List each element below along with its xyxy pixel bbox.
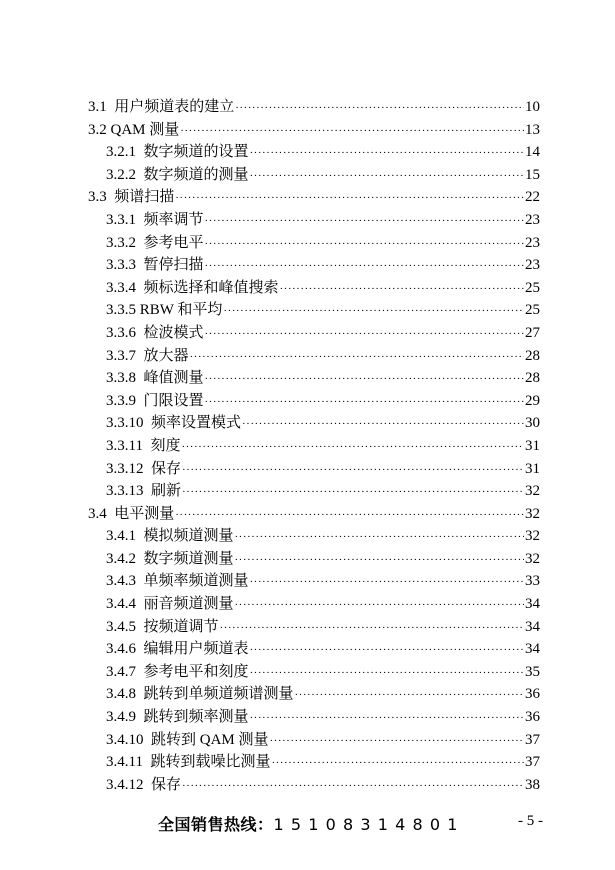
toc-entry-number: 3.3.13 bbox=[106, 483, 144, 500]
toc-entry-page: 13 bbox=[525, 121, 540, 138]
toc-entry-number: 3.4.8 bbox=[106, 686, 136, 703]
toc-entry-number: 3.4.5 bbox=[106, 618, 136, 635]
toc-entry-page: 32 bbox=[525, 528, 540, 545]
toc-leader-dots bbox=[205, 323, 524, 346]
toc-leader-dots bbox=[190, 346, 524, 369]
toc-entry[interactable] bbox=[88, 277, 540, 300]
toc-leader-dots bbox=[270, 730, 524, 753]
toc-entry[interactable] bbox=[88, 322, 540, 345]
toc-leader-dots bbox=[180, 120, 524, 143]
toc-leader-dots bbox=[250, 571, 524, 594]
toc-entry-number: 3.4.11 bbox=[106, 754, 143, 771]
toc-entry-title: 检波模式 bbox=[143, 324, 204, 341]
toc-leader-dots bbox=[220, 617, 524, 640]
toc-entry-page: 23 bbox=[525, 234, 540, 251]
toc-entry-title: 刷新 bbox=[151, 483, 182, 500]
toc-entry[interactable] bbox=[88, 683, 540, 706]
toc-entry-number: 3.4.2 bbox=[106, 550, 136, 567]
toc-entry[interactable] bbox=[88, 390, 540, 413]
toc-entry-page: 23 bbox=[525, 211, 540, 228]
page-number: - 5 - bbox=[518, 813, 543, 829]
toc-entry-number: 3.4.1 bbox=[106, 528, 136, 545]
toc-entry-number: 3.2.2 bbox=[106, 166, 136, 183]
page-footer bbox=[0, 812, 615, 836]
toc-entry-page: 37 bbox=[525, 754, 540, 771]
toc-entry[interactable] bbox=[88, 616, 540, 639]
toc-entry-page: 33 bbox=[525, 573, 540, 590]
toc-leader-dots bbox=[182, 775, 524, 798]
table-of-contents bbox=[88, 96, 540, 796]
toc-entry-separator bbox=[143, 435, 151, 458]
toc-entry-page: 28 bbox=[525, 370, 540, 387]
toc-entry-title: RBW 和平均 bbox=[139, 302, 223, 319]
toc-entry[interactable] bbox=[88, 503, 540, 526]
toc-entry-page: 25 bbox=[525, 302, 540, 319]
toc-entry[interactable] bbox=[88, 458, 540, 481]
toc-entry-page: 36 bbox=[525, 686, 540, 703]
toc-entry-title: 参考电平 bbox=[143, 234, 204, 251]
toc-entry-separator bbox=[136, 616, 144, 639]
toc-entry-separator bbox=[136, 209, 144, 232]
toc-entry-separator bbox=[107, 186, 115, 209]
toc-entry[interactable] bbox=[88, 345, 540, 368]
toc-entry-page: 34 bbox=[525, 641, 540, 658]
toc-entry-page: 30 bbox=[525, 415, 540, 432]
toc-entry-separator bbox=[136, 141, 144, 164]
toc-leader-dots bbox=[223, 300, 524, 323]
toc-entry[interactable] bbox=[88, 661, 540, 684]
toc-entry-number: 3.3.2 bbox=[106, 234, 136, 251]
toc-entry-page: 22 bbox=[525, 189, 540, 206]
toc-entry-title: 跳转到载噪比测量 bbox=[150, 754, 271, 771]
toc-entry-page: 34 bbox=[525, 596, 540, 613]
toc-entry-page: 10 bbox=[525, 99, 540, 115]
toc-entry-title: 频谱扫描 bbox=[114, 189, 175, 206]
toc-entry-title: 单频率频道测量 bbox=[143, 573, 249, 590]
toc-entry-title: 数字频道的测量 bbox=[143, 166, 249, 183]
toc-entry[interactable] bbox=[88, 164, 540, 187]
toc-entry-title: 编辑用户频道表 bbox=[143, 641, 249, 658]
toc-entry-title: 电平测量 bbox=[114, 505, 175, 522]
toc-entry-title: 暂停扫描 bbox=[143, 257, 204, 274]
toc-entry-page: 35 bbox=[525, 663, 540, 680]
toc-entry-separator bbox=[136, 593, 144, 616]
toc-entry-page: 32 bbox=[525, 550, 540, 567]
toc-entry-title: 保存 bbox=[151, 776, 182, 793]
toc-entry-title: 数字频道测量 bbox=[143, 550, 234, 567]
toc-entry-page: 38 bbox=[525, 776, 540, 793]
toc-entry-title: QAM 测量 bbox=[110, 121, 180, 138]
toc-entry-separator bbox=[136, 322, 144, 345]
toc-leader-dots bbox=[235, 594, 524, 617]
toc-leader-dots bbox=[295, 684, 524, 707]
toc-entry-separator bbox=[136, 254, 144, 277]
toc-entry-number: 3.4.7 bbox=[106, 663, 136, 680]
toc-entry-title: 频率调节 bbox=[143, 211, 204, 228]
toc-entry-number: 3.3.5 bbox=[106, 302, 136, 319]
toc-entry-separator bbox=[136, 345, 144, 368]
toc-leader-dots bbox=[250, 165, 524, 188]
toc-entry[interactable] bbox=[88, 186, 540, 209]
toc-entry-page: 31 bbox=[525, 437, 540, 454]
toc-entry-page: 25 bbox=[525, 279, 540, 296]
toc-entry[interactable] bbox=[88, 570, 540, 593]
toc-entry[interactable] bbox=[88, 254, 540, 277]
toc-entry-number: 3.3.12 bbox=[106, 460, 144, 477]
toc-leader-dots bbox=[250, 142, 524, 165]
toc-leader-dots bbox=[250, 707, 524, 730]
toc-entry-separator bbox=[144, 458, 152, 481]
toc-entry-title: 保存 bbox=[151, 460, 182, 477]
toc-entry-page: 36 bbox=[525, 709, 540, 726]
toc-entry-title: 刻度 bbox=[150, 437, 181, 454]
toc-entry[interactable] bbox=[88, 774, 540, 797]
toc-entry-page: 37 bbox=[525, 731, 540, 748]
toc-entry-separator bbox=[107, 96, 115, 119]
toc-entry-separator bbox=[136, 548, 144, 571]
toc-leader-dots bbox=[271, 752, 524, 775]
toc-entry-page: 32 bbox=[525, 483, 540, 500]
toc-entry-title: 放大器 bbox=[143, 347, 189, 364]
toc-entry[interactable] bbox=[88, 729, 540, 752]
toc-entry-number: 3.1 bbox=[88, 99, 107, 115]
toc-leader-dots bbox=[280, 278, 524, 301]
toc-entry-separator bbox=[144, 412, 152, 435]
toc-entry[interactable] bbox=[88, 706, 540, 729]
toc-entry-title: 跳转到单频道频谱测量 bbox=[143, 686, 294, 703]
toc-entry-page: 32 bbox=[525, 505, 540, 522]
toc-entry-title: 门限设置 bbox=[143, 392, 204, 409]
toc-entry[interactable] bbox=[88, 593, 540, 616]
toc-entry-number: 3.3.11 bbox=[106, 437, 143, 454]
toc-entry-page: 31 bbox=[525, 460, 540, 477]
toc-entry[interactable] bbox=[88, 96, 540, 119]
toc-entry-title: 用户频道表的建立 bbox=[114, 99, 235, 115]
toc-entry-separator bbox=[143, 751, 151, 774]
toc-leader-dots bbox=[242, 413, 524, 436]
toc-entry-separator bbox=[136, 570, 144, 593]
toc-entry-title: 跳转到 QAM 测量 bbox=[151, 731, 269, 748]
toc-leader-dots bbox=[182, 481, 524, 504]
toc-entry-page: 23 bbox=[525, 257, 540, 274]
toc-leader-dots bbox=[205, 210, 524, 233]
toc-entry-number: 3.3.9 bbox=[106, 392, 136, 409]
toc-entry-page: 15 bbox=[525, 166, 540, 183]
hotline-number: 15108314801 bbox=[273, 815, 465, 834]
toc-entry[interactable] bbox=[88, 141, 540, 164]
toc-entry[interactable] bbox=[88, 480, 540, 503]
toc-leader-dots bbox=[205, 391, 524, 414]
toc-entry-number: 3.3.8 bbox=[106, 370, 136, 387]
hotline-label: 全国销售热线： bbox=[158, 815, 274, 834]
toc-leader-dots bbox=[235, 97, 524, 120]
toc-leader-dots bbox=[235, 526, 524, 549]
toc-entry-number: 3.4.3 bbox=[106, 573, 136, 590]
toc-entry-separator bbox=[136, 683, 144, 706]
toc-entry-page: 27 bbox=[525, 324, 540, 341]
toc-entry-separator bbox=[136, 638, 144, 661]
toc-leader-dots bbox=[250, 639, 524, 662]
toc-leader-dots bbox=[205, 255, 524, 278]
toc-entry-page: 14 bbox=[525, 144, 540, 161]
toc-leader-dots bbox=[235, 549, 524, 572]
toc-entry-title: 按频道调节 bbox=[143, 618, 219, 635]
toc-entry-page: 34 bbox=[525, 618, 540, 635]
toc-entry[interactable] bbox=[88, 232, 540, 255]
toc-leader-dots bbox=[205, 233, 524, 256]
toc-entry-separator bbox=[136, 232, 144, 255]
toc-entry-separator bbox=[136, 525, 144, 548]
toc-entry[interactable] bbox=[88, 299, 540, 322]
toc-entry[interactable] bbox=[88, 209, 540, 232]
toc-entry-separator bbox=[136, 367, 144, 390]
toc-entry-separator bbox=[136, 277, 144, 300]
toc-entry-number: 3.3.1 bbox=[106, 211, 136, 228]
toc-entry-title: 频标选择和峰值搜索 bbox=[143, 279, 279, 296]
toc-leader-dots bbox=[250, 662, 524, 685]
toc-entry[interactable] bbox=[88, 367, 540, 390]
toc-entry-title: 跳转到频率测量 bbox=[143, 709, 249, 726]
toc-entry[interactable] bbox=[88, 751, 540, 774]
toc-entry-page: 28 bbox=[525, 347, 540, 364]
toc-entry[interactable] bbox=[88, 638, 540, 661]
toc-entry-number: 3.3.4 bbox=[106, 279, 136, 296]
toc-entry[interactable] bbox=[88, 525, 540, 548]
toc-leader-dots bbox=[175, 187, 524, 210]
toc-entry-title: 频率设置模式 bbox=[151, 415, 242, 432]
toc-entry-number: 3.2.1 bbox=[106, 144, 136, 161]
toc-entry-number: 3.3.7 bbox=[106, 347, 136, 364]
toc-entry-title: 参考电平和刻度 bbox=[143, 663, 249, 680]
toc-entry[interactable] bbox=[88, 435, 540, 458]
toc-entry-number: 3.4.6 bbox=[106, 641, 136, 658]
toc-leader-dots bbox=[182, 459, 524, 482]
toc-leader-dots bbox=[181, 436, 524, 459]
toc-entry-title: 数字频道的设置 bbox=[143, 144, 249, 161]
toc-entry-separator bbox=[144, 774, 152, 797]
toc-entry[interactable] bbox=[88, 548, 540, 571]
toc-entry-separator bbox=[144, 480, 152, 503]
toc-entry-separator bbox=[144, 729, 152, 752]
toc-entry-page: 29 bbox=[525, 392, 540, 409]
toc-entry-number: 3.4 bbox=[88, 505, 107, 522]
toc-entry-title: 峰值测量 bbox=[143, 370, 204, 387]
toc-entry-number: 3.4.4 bbox=[106, 596, 136, 613]
toc-entry-number: 3.3.3 bbox=[106, 257, 136, 274]
toc-entry-title: 丽音频道测量 bbox=[143, 596, 234, 613]
toc-entry-separator bbox=[136, 164, 144, 187]
toc-leader-dots bbox=[175, 504, 524, 527]
toc-entry-number: 3.3.6 bbox=[106, 324, 136, 341]
toc-entry-number: 3.4.9 bbox=[106, 709, 136, 726]
toc-leader-dots bbox=[205, 368, 524, 391]
toc-entry-separator bbox=[107, 503, 115, 526]
toc-entry-number: 3.4.12 bbox=[106, 776, 144, 793]
toc-entry-separator bbox=[136, 706, 144, 729]
toc-entry-title: 模拟频道测量 bbox=[143, 528, 234, 545]
toc-entry-separator bbox=[136, 390, 144, 413]
toc-entry[interactable] bbox=[88, 412, 540, 435]
toc-entry-number: 3.3 bbox=[88, 189, 107, 206]
toc-entry-separator bbox=[136, 661, 144, 684]
toc-entry-number: 3.3.10 bbox=[106, 415, 144, 432]
toc-entry-number: 3.4.10 bbox=[106, 731, 144, 748]
toc-entry-number: 3.2 bbox=[88, 121, 107, 138]
sales-hotline bbox=[158, 812, 465, 835]
toc-entry[interactable] bbox=[88, 119, 540, 142]
